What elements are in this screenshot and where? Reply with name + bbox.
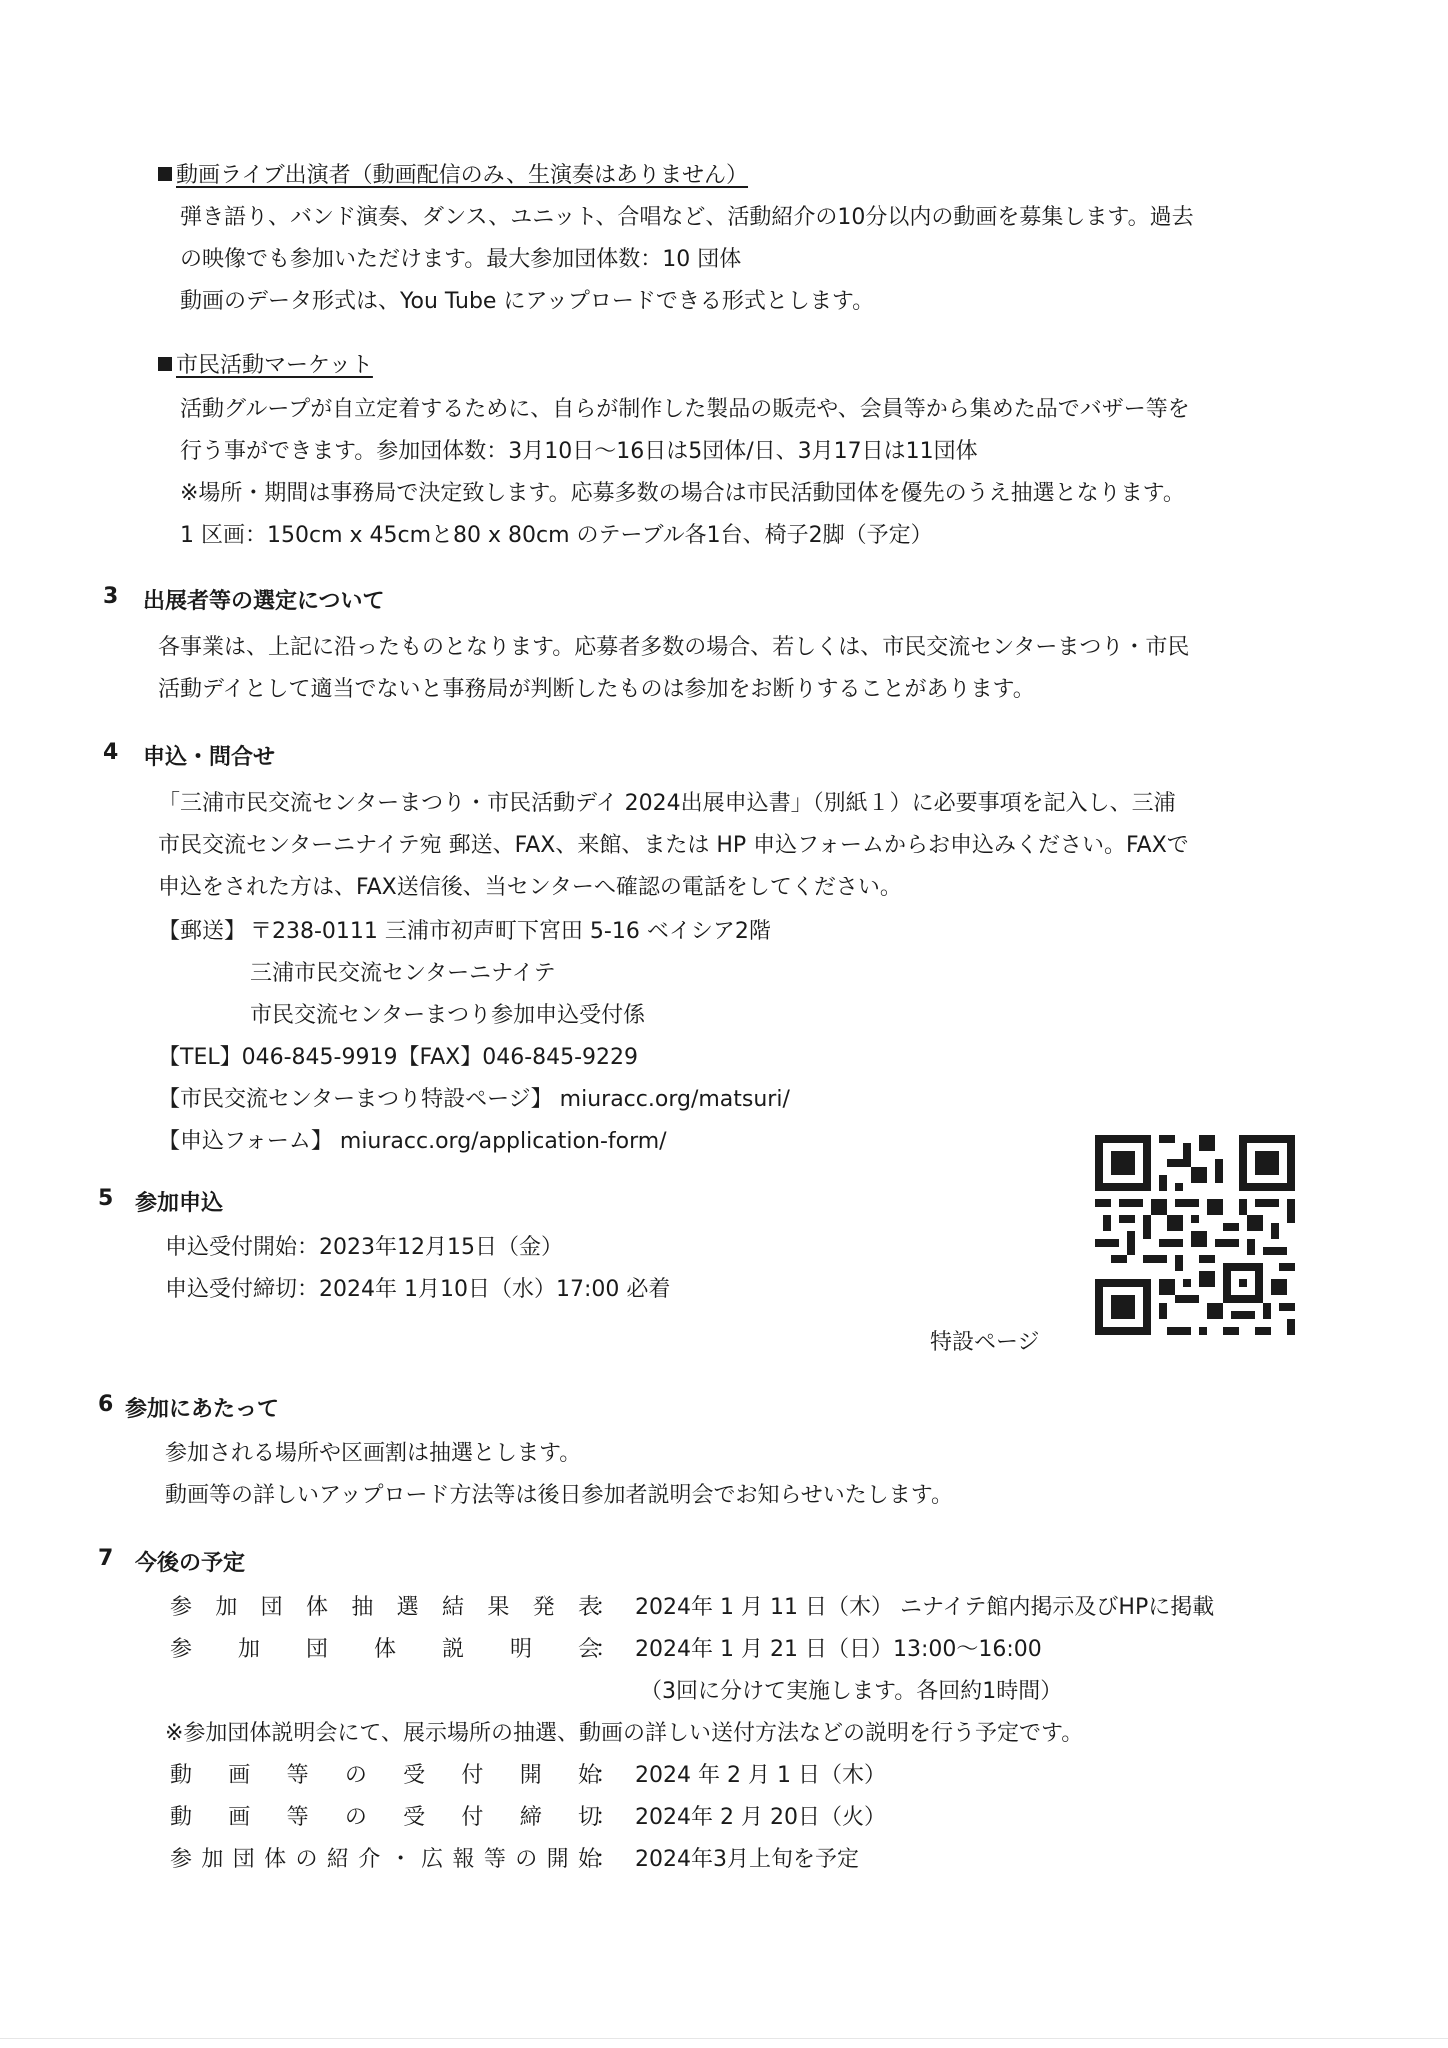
application-end: 申込受付締切：2024年 1月10日（水）17:00 必着 bbox=[165, 1277, 671, 1302]
section-3-line-1: 各事業は、上記に沿ったものとなります。応募者多数の場合、若しくは、市民交流センターまつり・市民 bbox=[158, 635, 1190, 660]
qr-code-icon[interactable] bbox=[1095, 1135, 1295, 1335]
qr-caption: 特設ページ bbox=[930, 1330, 1040, 1355]
market-line-2: 行う事ができます。参加団体数：3月10日～16日は5団体/日、3月17日は11団体 bbox=[180, 439, 978, 464]
video-line-3: 動画のデータ形式は、You Tube にアップロードできる形式とします。 bbox=[180, 289, 875, 314]
schedule-value-video-end: 2024年 2 月 20日（火） bbox=[635, 1805, 886, 1830]
mail-address: 〒238-0111 三浦市初声町下宮田 5-16 ベイシア2階 bbox=[250, 919, 771, 944]
market-heading bbox=[158, 348, 373, 379]
section-4-number: 4 bbox=[103, 740, 119, 765]
application-start: 申込受付開始：2023年12月15日（金） bbox=[165, 1235, 563, 1260]
schedule-value-lottery: 2024年 1 月 11 日（木） ニナイテ館内掲示及びHPに掲載 bbox=[635, 1595, 1215, 1620]
schedule-label-video-end: 動画等の受付締切 bbox=[170, 1805, 600, 1830]
special-page-link[interactable]: 【市民交流センターまつり特設ページ】 miuracc.org/matsuri/ bbox=[158, 1087, 790, 1112]
application-form-link[interactable]: 【申込フォーム】 miuracc.org/application-form/ bbox=[158, 1129, 667, 1154]
mail-label: 【郵送】 bbox=[158, 919, 247, 944]
square-bullet-icon bbox=[158, 167, 172, 181]
schedule-note: ※参加団体説明会にて、展示場所の抽選、動画の詳しい送付方法などの説明を行う予定です。 bbox=[165, 1721, 1084, 1746]
video-heading-text: 動画ライブ出演者（動画配信のみ、生演奏はありません） bbox=[176, 163, 749, 188]
scan-edge-divider bbox=[0, 2038, 1448, 2039]
section-6-line-1: 参加される場所や区画割は抽選とします。 bbox=[165, 1441, 582, 1466]
schedule-colon: ： bbox=[595, 1763, 618, 1788]
schedule-value-briefing: 2024年 1 月 21 日（日）13:00～16:00 bbox=[635, 1637, 1042, 1662]
market-line-4: 1 区画：150cm x 45cmと80 x 80cm のテーブル各1台、椅子2脚（予定） bbox=[180, 523, 933, 548]
section-3-title: 出展者等の選定について bbox=[143, 589, 385, 614]
schedule-briefing-note: （3回に分けて実施します。各回約1時間） bbox=[640, 1679, 1063, 1704]
schedule-label-publicity: 参加団体の紹介・広報等の開始 bbox=[170, 1847, 600, 1872]
schedule-label-video-start: 動画等の受付開始 bbox=[170, 1763, 600, 1788]
tel-fax: 【TEL】046-845-9919【FAX】046-845-9229 bbox=[158, 1045, 639, 1070]
mail-dept: 市民交流センターまつり参加申込受付係 bbox=[250, 1003, 646, 1028]
schedule-label-lottery: 参加団体抽選結果発表 bbox=[170, 1595, 600, 1620]
schedule-value-video-start: 2024 年 2 月 1 日（木） bbox=[635, 1763, 886, 1788]
market-heading-text: 市民活動マーケット bbox=[176, 353, 373, 378]
schedule-colon: ： bbox=[595, 1847, 618, 1872]
section-7-number: 7 bbox=[98, 1546, 114, 1571]
section-4-title: 申込・問合せ bbox=[143, 745, 276, 770]
mail-org: 三浦市民交流センターニナイテ bbox=[250, 961, 556, 986]
market-line-3: ※場所・期間は事務局で決定致します。応募多数の場合は市民活動団体を優先のうえ抽選となります。 bbox=[180, 481, 1185, 506]
video-line-2: の映像でも参加いただけます。最大参加団体数：10 団体 bbox=[180, 247, 742, 272]
schedule-value-publicity: 2024年3月上旬を予定 bbox=[635, 1847, 859, 1872]
schedule-colon: ： bbox=[595, 1637, 618, 1662]
section-4-line-2: 市民交流センターニナイテ宛 郵送、FAX、来館、または HP 申込フォームからお申込みください。FAXで bbox=[158, 833, 1189, 858]
section-4-line-3: 申込をされた方は、FAX送信後、当センターへ確認の電話をしてください。 bbox=[158, 875, 902, 900]
schedule-label-briefing: 参加団体説明会 bbox=[170, 1637, 600, 1662]
video-heading bbox=[158, 158, 748, 189]
section-3-number: 3 bbox=[103, 584, 119, 609]
section-3-line-2: 活動デイとして適当でないと事務局が判断したものは参加をお断りすることがあります。 bbox=[158, 677, 1035, 702]
square-bullet-icon bbox=[158, 357, 172, 371]
schedule-colon: ： bbox=[595, 1595, 618, 1620]
section-5-number: 5 bbox=[98, 1186, 114, 1211]
section-7-title: 今後の予定 bbox=[135, 1551, 246, 1576]
market-line-1: 活動グループが自立定着するために、自らが制作した製品の販売や、会員等から集めた品でバザー等を bbox=[180, 397, 1190, 422]
section-6-line-2: 動画等の詳しいアップロード方法等は後日参加者説明会でお知らせいたします。 bbox=[165, 1483, 954, 1508]
section-4-line-1: 「三浦市民交流センターまつり・市民活動デイ 2024出展申込書」（別紙１）に必要事項を記入し、三浦 bbox=[158, 791, 1176, 816]
section-6-number: 6 bbox=[98, 1392, 114, 1417]
video-line-1: 弾き語り、バンド演奏、ダンス、ユニット、合唱など、活動紹介の10分以内の動画を募集します。過去 bbox=[180, 205, 1194, 230]
section-6-title: 参加にあたって bbox=[125, 1397, 280, 1422]
schedule-colon: ： bbox=[595, 1805, 618, 1830]
section-5-title: 参加申込 bbox=[135, 1191, 224, 1216]
